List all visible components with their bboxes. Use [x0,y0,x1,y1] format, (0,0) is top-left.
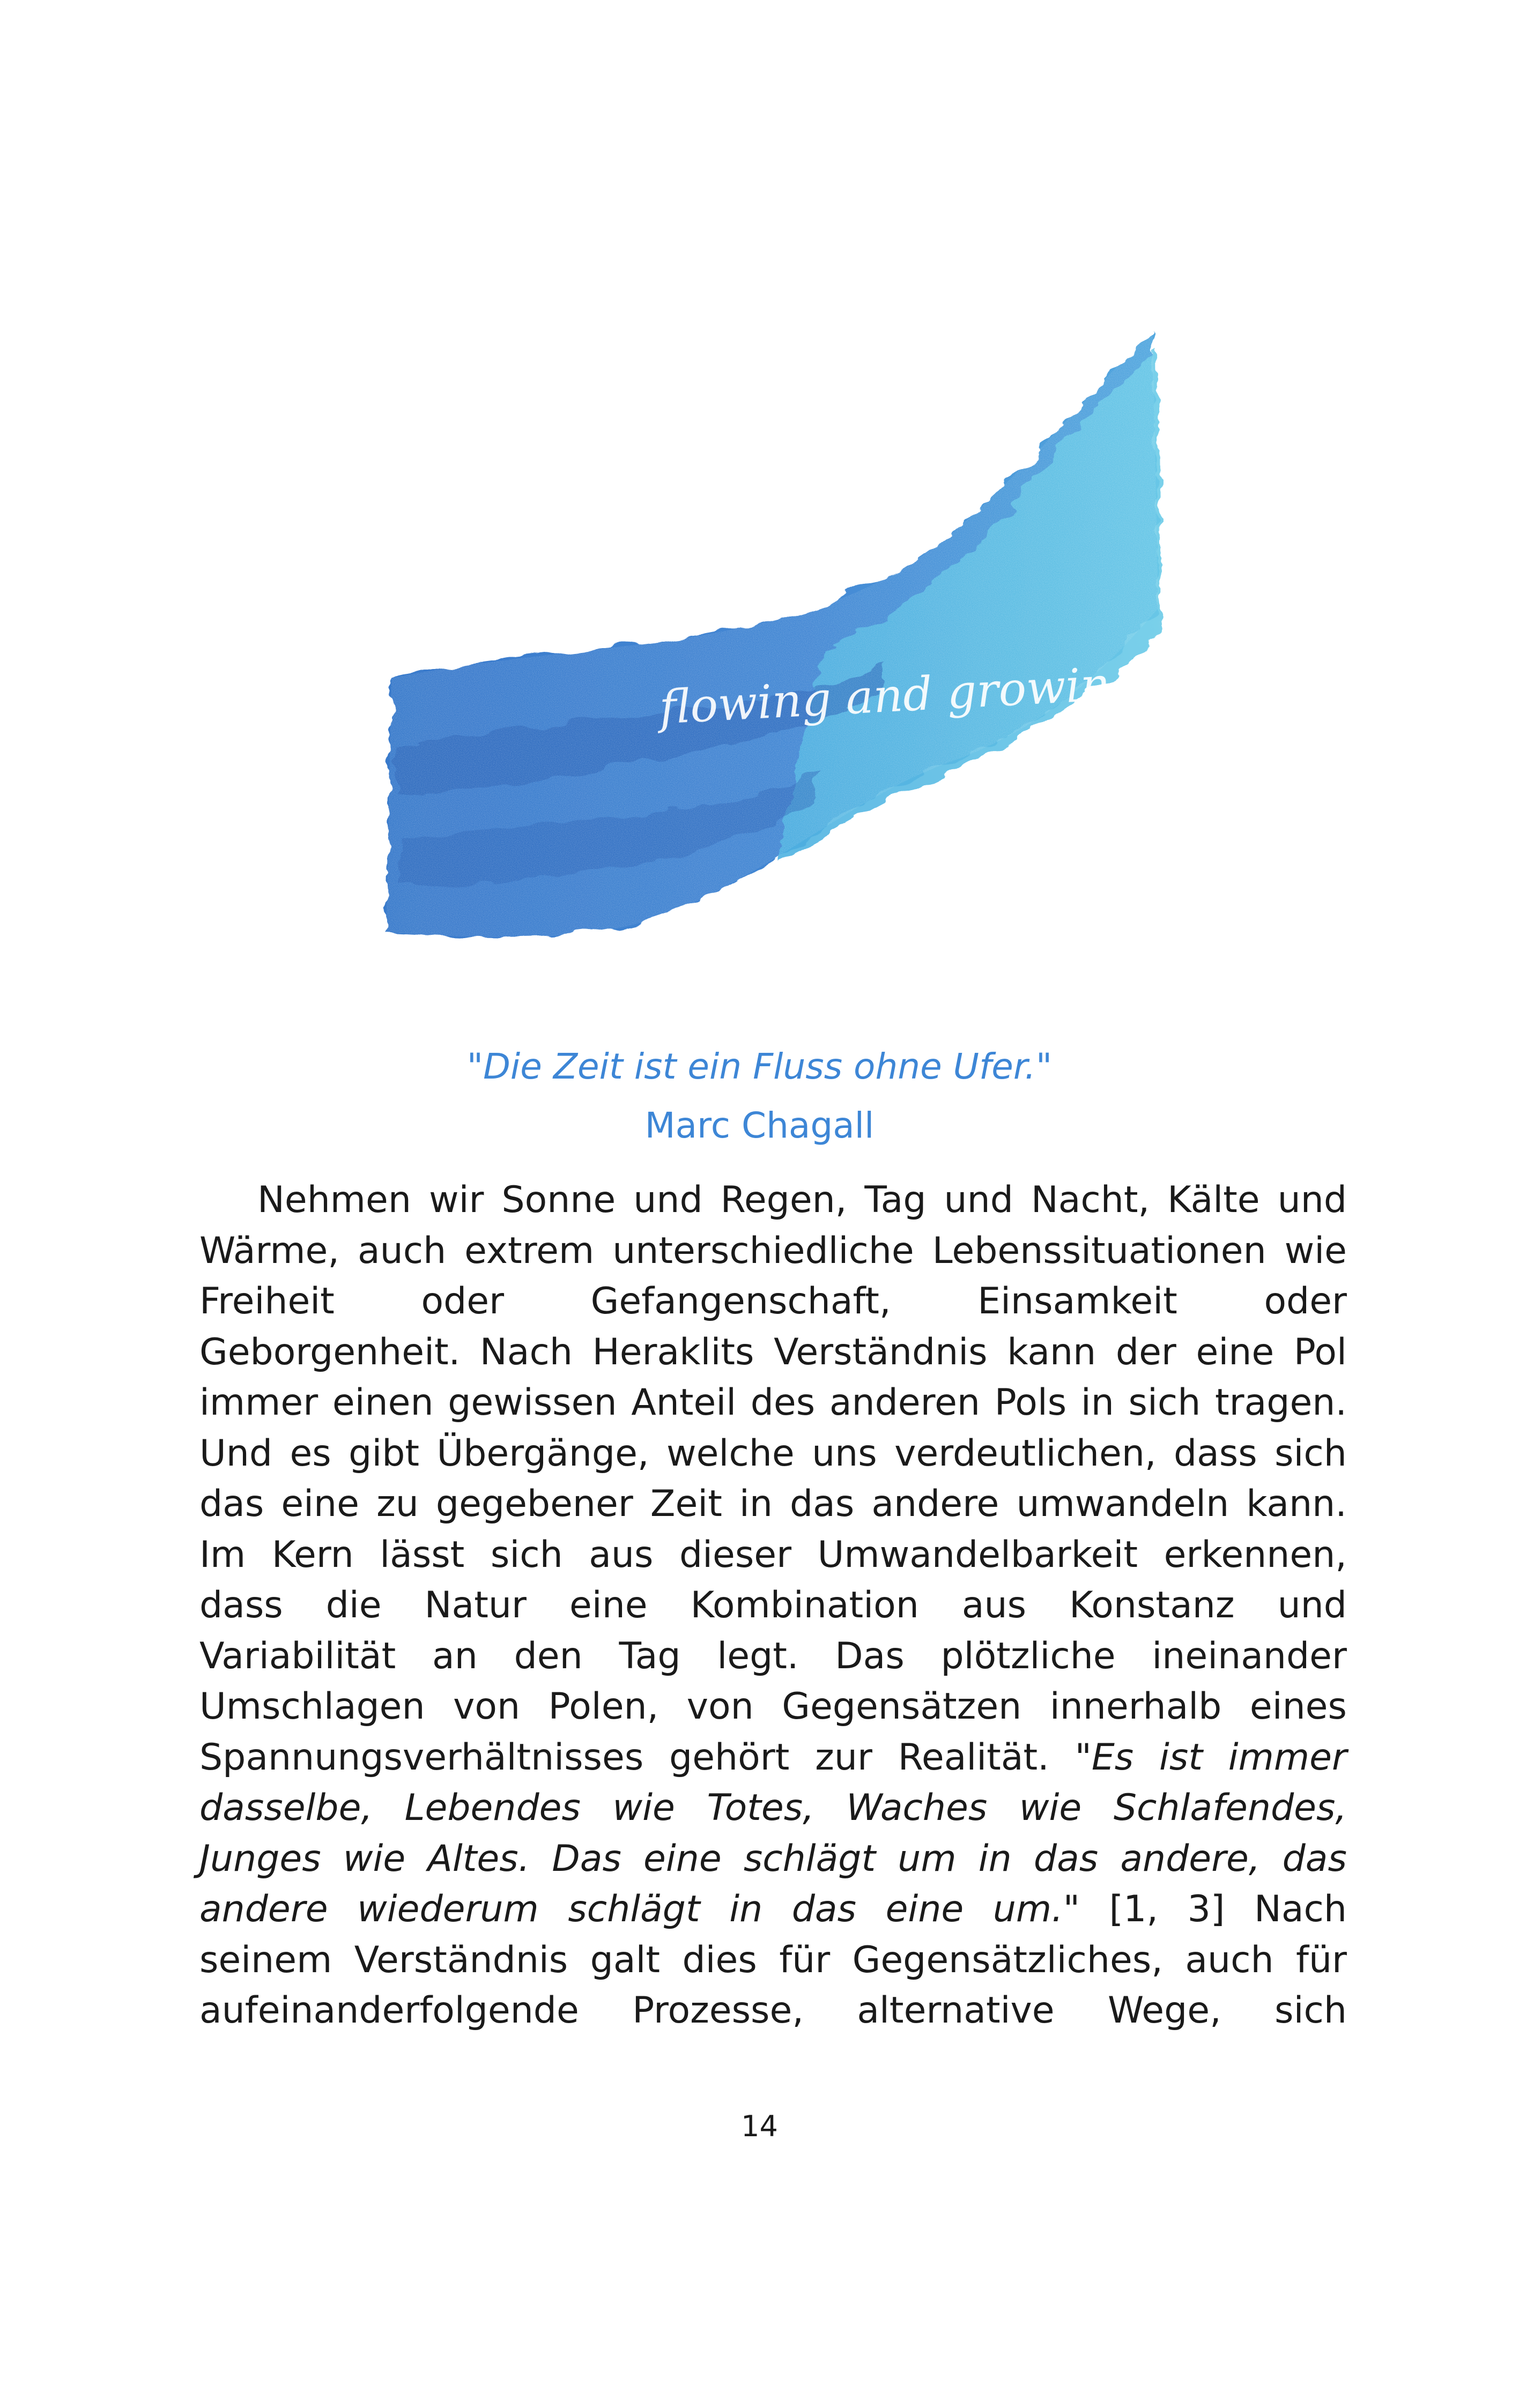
word: Und [199,1432,273,1475]
word: Pol [1293,1331,1347,1373]
citation: 3] [1187,1888,1225,1930]
word: Realität. [898,1736,1049,1779]
word: wir [428,1179,484,1221]
word: Gegensätzen [782,1685,1022,1728]
word: Umschlagen [199,1685,425,1728]
text-line [199,1682,1347,1733]
text-line [199,1986,1347,2037]
word: Verständnis [774,1331,988,1373]
word: sich [1128,1381,1201,1424]
word: Lebenssituationen [932,1229,1266,1272]
word: Waches [846,1787,988,1829]
word: andere [199,1888,328,1930]
word: Wege, [1108,1989,1221,2032]
word: des [750,1381,816,1424]
word: wie [1284,1229,1347,1272]
word: zur [815,1736,872,1779]
word: legt. [717,1634,799,1677]
word: Anteil [631,1381,737,1424]
word: dieser [679,1533,792,1576]
word: und [944,1179,1013,1221]
word: das [199,1483,264,1525]
word: "Es [1075,1736,1134,1779]
word: und [1277,1179,1347,1221]
word: eine [885,1888,964,1930]
word: Tag [619,1634,681,1677]
word: das [1033,1837,1099,1880]
text-line [199,1175,1347,1226]
epigraph [0,1037,1519,1155]
word: einen [332,1381,434,1424]
word: Geborgenheit. [199,1331,461,1373]
text-line [199,1479,1347,1530]
word: ist [1159,1736,1203,1779]
word: Einsamkeit [977,1280,1177,1322]
word: eines [1249,1685,1347,1728]
word: eine [643,1837,722,1880]
word: Totes, [707,1787,814,1829]
word: extrem [464,1229,595,1272]
word: Variabilität [199,1634,396,1677]
word: Wärme, [199,1229,340,1272]
word: Lebendes [404,1787,581,1829]
text-line [199,1378,1347,1429]
word: oder [421,1280,505,1322]
word: gegebener [435,1483,633,1525]
word: aufeinanderfolgende [199,1989,579,2032]
word: uns [812,1432,877,1475]
text-line [199,1631,1347,1682]
word: um [898,1837,957,1880]
word: immer [199,1381,318,1424]
word: tragen. [1214,1381,1347,1424]
word: Sonne [501,1179,616,1221]
word: Nach [1254,1888,1347,1930]
word: Kombination [690,1584,919,1626]
text-line [199,1530,1347,1581]
watercolor-wave [381,308,1164,952]
word: andere, [1120,1837,1261,1880]
word: Spannungsverhältnisses [199,1736,644,1779]
handwritten-caption: flowing and growing [658,656,1141,735]
word: und [1277,1584,1347,1626]
text-line [199,1580,1347,1631]
text-line [199,1327,1347,1378]
word: Umwandelbarkeit [817,1533,1138,1576]
word: an [432,1634,478,1677]
word: alternative [857,1989,1055,2032]
word: schlägt [743,1837,876,1880]
word: kann. [1246,1483,1347,1525]
word: dies [682,1938,757,1981]
word: Tag [864,1179,927,1221]
word: gehört [669,1736,790,1779]
word: Junges [199,1837,321,1880]
word: eine [569,1584,648,1626]
word: Zeit [650,1483,722,1525]
word: Altes. [427,1837,530,1880]
word: wie [1019,1787,1082,1829]
word: zu [376,1483,419,1525]
word: Regen, [720,1179,847,1221]
quote-text: "Die Zeit ist ein Fluss ohne Ufer." [466,1046,1053,1087]
word: die [325,1584,382,1626]
word: sich [490,1533,563,1576]
word: schlägt [568,1888,700,1930]
word: das [791,1888,857,1930]
word: Nacht, [1031,1179,1150,1221]
text-line [199,1935,1347,1986]
word: verdeutlichen, [894,1432,1157,1475]
word: wie [343,1837,406,1880]
word: oder [1264,1280,1347,1322]
word: Im [199,1533,246,1576]
word: Polen, [548,1685,659,1728]
word: Gefangenschaft, [590,1280,891,1322]
word: sich [1275,1989,1347,2032]
word: erkennen, [1164,1533,1347,1576]
text-line [199,1834,1347,1885]
text-line [199,1276,1347,1327]
word: gewissen [448,1381,617,1424]
word: Schlafendes, [1113,1787,1347,1829]
word: um." [992,1888,1080,1930]
word: unterschiedliche [612,1229,914,1272]
watercolor-illustration [381,308,1164,952]
word: das [1282,1837,1347,1880]
word: Nach [479,1331,573,1373]
word: und [633,1179,703,1221]
word: dass [1173,1432,1257,1475]
word: für [1296,1938,1347,1981]
word: ineinander [1152,1634,1347,1677]
word: sich [1275,1432,1347,1475]
word: Pols [994,1381,1067,1424]
word: kann [1007,1331,1096,1373]
word: Kälte [1167,1179,1260,1221]
word: welche [666,1432,795,1475]
word: Prozesse, [632,1989,804,2032]
word: dasselbe, [199,1787,373,1829]
word: aus [961,1584,1027,1626]
word: Konstanz [1069,1584,1235,1626]
word: Das [552,1837,621,1880]
quote-author: Marc Chagall [644,1105,875,1146]
word: innerhalb [1049,1685,1222,1728]
body-paragraph [199,1175,1347,2037]
word: dass [199,1584,283,1626]
word: in [729,1888,763,1930]
word: auch [1185,1938,1274,1981]
word: in [1080,1381,1114,1424]
word: andere [871,1483,999,1525]
text-line [199,1884,1347,1935]
citation: [1, [1109,1888,1159,1930]
word: den [514,1634,583,1677]
word: auch [357,1229,447,1272]
word: Nehmen [257,1179,411,1221]
text-line [199,1733,1347,1783]
text-line [199,1429,1347,1480]
word: der [1115,1331,1176,1373]
word: wie [612,1787,675,1829]
text-line [199,1226,1347,1277]
word: in [978,1837,1012,1880]
word: immer [1228,1736,1347,1779]
word: wiederum [357,1888,539,1930]
word: seinem [199,1938,332,1981]
word: es [290,1432,331,1475]
word: Verständnis [354,1938,568,1981]
word: lässt [380,1533,465,1576]
word: umwandeln [1016,1483,1229,1525]
word: von [686,1685,754,1728]
word: eine [281,1483,359,1525]
word: gibt [349,1432,420,1475]
word: von [453,1685,521,1728]
text-line [199,1783,1347,1834]
word: Kern [271,1533,354,1576]
word: Heraklits [592,1331,754,1373]
word: Natur [424,1584,527,1626]
word: Gegensätzliches, [852,1938,1163,1981]
word: Freiheit [199,1280,335,1322]
word: in [739,1483,773,1525]
word: aus [589,1533,654,1576]
word: plötzliche [940,1634,1116,1677]
word: galt [590,1938,661,1981]
word: für [779,1938,831,1981]
word: Das [835,1634,905,1677]
word: das [789,1483,855,1525]
word: Übergänge, [436,1432,649,1475]
page-number: 14 [741,2109,778,2143]
word: eine [1196,1331,1275,1373]
word: anderen [829,1381,981,1424]
